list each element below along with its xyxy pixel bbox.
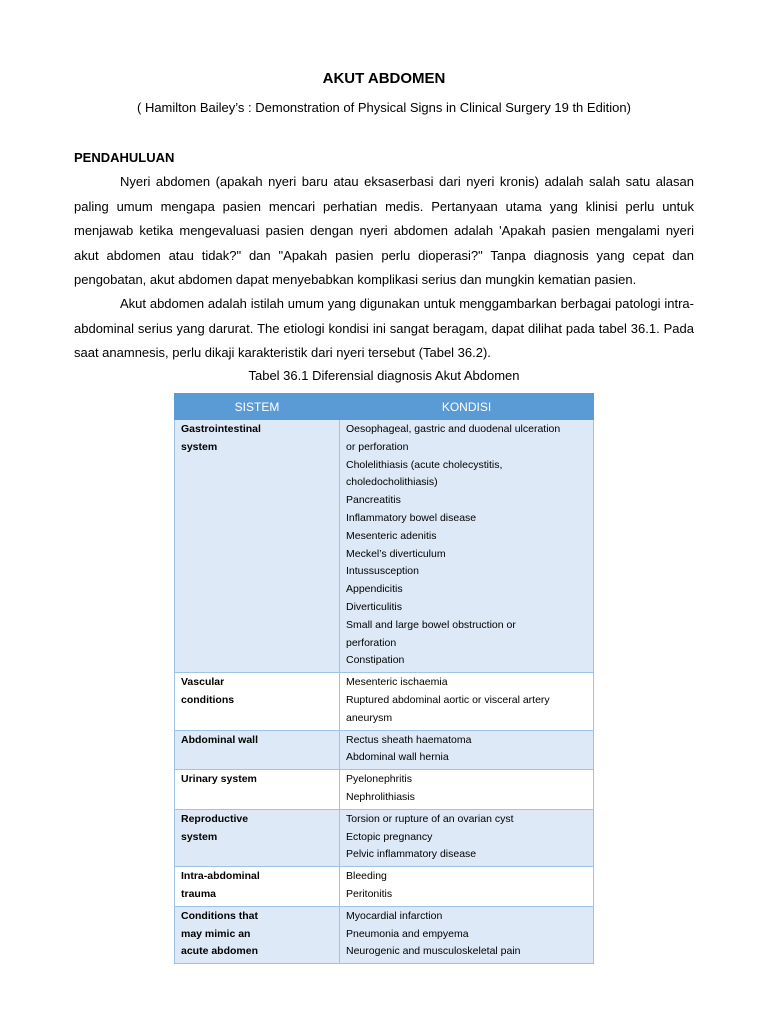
- table-header-row: [175, 394, 594, 420]
- condition-cell: [340, 673, 594, 730]
- condition-line: Diverticulitis: [346, 600, 403, 613]
- condition-line: Pyelonephritis: [346, 773, 412, 786]
- paragraph-2: Akut abdomen adalah istilah umum yang digunakan untuk menggambarkan berbagai patologi intra-abdominal serius yang darurat. The etiologi kondisi ini sangat beragam, dapat dilihat pada tabel 36.1. Pada saat anamnesis, perlu dikaji karakteristik dari nyeri tersebut (Tabel 36.2).: [74, 296, 694, 360]
- condition-line: Pneumonia and empyema: [346, 927, 469, 940]
- condition-line: Intussusception: [346, 565, 419, 578]
- table-body: [175, 420, 594, 964]
- table-caption: Tabel 36.1 Diferensial diagnosis Akut Abdomen: [248, 368, 520, 383]
- condition-line: Ruptured abdominal aortic or visceral artery: [346, 693, 550, 706]
- condition-line: Oesophageal, gastric and duodenal ulceration: [346, 423, 561, 435]
- system-cell: [175, 420, 340, 673]
- system-cell: [175, 906, 340, 963]
- condition-line: Abdominal wall hernia: [346, 751, 449, 764]
- system-name-line: Vascular: [181, 676, 225, 689]
- condition-line: Peritonitis: [346, 887, 393, 900]
- system-name-line: Abdominal wall: [181, 733, 259, 746]
- condition-line: Small and large bowel obstruction or: [346, 618, 516, 631]
- table-row: [175, 809, 594, 866]
- system-name-line: acute abdomen: [181, 945, 259, 958]
- condition-line: Rectus sheath haematoma: [346, 733, 472, 746]
- condition-line: Torsion or rupture of an ovarian cyst: [346, 812, 514, 825]
- condition-line: Mesenteric adenitis: [346, 529, 437, 542]
- condition-cell: [340, 809, 594, 866]
- system-name-line: trauma: [181, 887, 217, 900]
- condition-line: perforation: [346, 636, 397, 649]
- system-cell: [175, 867, 340, 907]
- condition-cell: [340, 770, 594, 810]
- paragraph-1: Nyeri abdomen (apakah nyeri baru atau eksaserbasi dari nyeri kronis) adalah salah satu alasan paling umum mengapa pasien mencari perhatian medis. Pertanyaan utama yang klinisi perlu untuk menjawab ketika mengevaluasi pasien dengan nyeri abdomen adalah 'Apakah pasien mengalami nyeri akut abdomen atau tidak?" dan "Apakah pasien perlu dioperasi?" Tanpa diagnosis yang cepat dan pengobatan, akut abdomen dapat menyebabkan komplikasi serius dan mungkin kematian pasien.: [74, 174, 694, 287]
- page-subtitle: ( Hamilton Bailey’s : Demonstration of Physical Signs in Clinical Surgery 19 th Edition): [137, 100, 631, 115]
- system-name-line: Intra-abdominal: [181, 870, 260, 883]
- condition-line: Neurogenic and musculoskeletal pain: [346, 945, 521, 958]
- condition-line: Constipation: [346, 654, 405, 667]
- system-name-line: system: [181, 830, 218, 843]
- condition-cell: [340, 906, 594, 963]
- section-heading: PENDAHULUAN: [74, 150, 175, 165]
- condition-line: aneurysm: [346, 711, 393, 724]
- system-cell: [175, 730, 340, 770]
- table-row: [175, 673, 594, 730]
- condition-cell: [340, 867, 594, 907]
- condition-line: Cholelithiasis (acute cholecystitis,: [346, 458, 503, 471]
- table-row: [175, 867, 594, 907]
- system-cell: [175, 770, 340, 810]
- condition-line: Appendicitis: [346, 583, 403, 596]
- condition-line: Pelvic inflammatory disease: [346, 848, 477, 861]
- condition-line: choledocholithiasis): [346, 476, 438, 489]
- table-row: [175, 770, 594, 810]
- table-row: [175, 730, 594, 770]
- condition-line: or perforation: [346, 440, 409, 453]
- system-name-line: Gastrointestinal: [181, 423, 261, 435]
- column-header-condition: KONDISI: [340, 394, 594, 420]
- condition-line: Mesenteric ischaemia: [346, 676, 448, 689]
- condition-line: Nephrolithiasis: [346, 790, 415, 803]
- condition-line: Pancreatitis: [346, 494, 401, 507]
- condition-line: Bleeding: [346, 870, 387, 883]
- system-name-line: Conditions that: [181, 909, 258, 922]
- condition-line: Inflammatory bowel disease: [346, 511, 477, 524]
- system-name-line: system: [181, 440, 218, 453]
- system-name-line: Urinary system: [181, 773, 257, 786]
- system-name-line: Reproductive: [181, 812, 249, 825]
- condition-line: Meckel’s diverticulum: [346, 547, 446, 560]
- system-name-line: conditions: [181, 693, 235, 706]
- condition-cell: [340, 420, 594, 673]
- condition-line: Myocardial infarction: [346, 909, 443, 922]
- condition-cell: [340, 730, 594, 770]
- condition-line: Ectopic pregnancy: [346, 830, 433, 843]
- column-header-system: SISTEM: [175, 394, 340, 420]
- page-title: AKUT ABDOMEN: [322, 70, 446, 87]
- table-row: [175, 420, 594, 673]
- differential-diagnosis-table: [174, 393, 594, 964]
- system-name-line: may mimic an: [181, 927, 251, 940]
- system-cell: [175, 809, 340, 866]
- system-cell: [175, 673, 340, 730]
- table-row: [175, 906, 594, 963]
